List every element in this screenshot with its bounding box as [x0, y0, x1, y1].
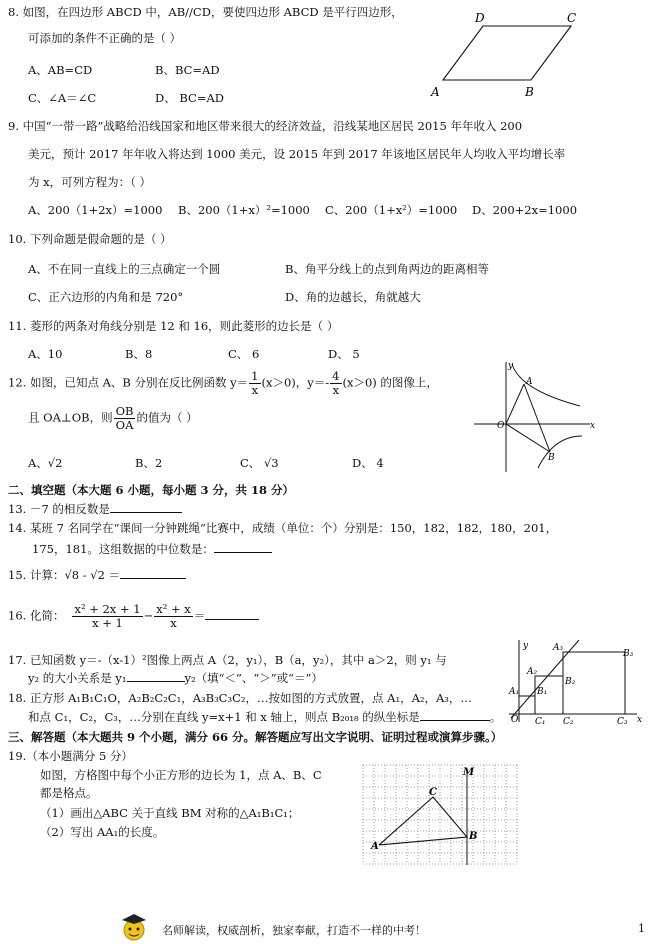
q9-line1: 9. 中国“一带一路”战略给沿线国家和地区带来很大的经济效益，沿线某地区居民 2015 年年收入 200	[8, 119, 523, 133]
q11-option-b: B、8	[125, 347, 153, 361]
q19-line2: 都是格点。	[40, 786, 98, 800]
q9-line3: 为 x，可列方程为：（ ）	[28, 175, 152, 189]
q10-option-c: C、正六边形的内角和是 720°	[28, 290, 184, 304]
q12-mid: (x＞0)，y＝-	[261, 375, 330, 390]
q14-line1: 14. 某班 7 名同学在“课间一分钟跳绳”比赛中，成绩（单位：个）分别是：150，182，182，180，201，	[8, 521, 558, 535]
q12-post: (x＞0) 的图像上，	[342, 375, 438, 390]
q19-label-b: B	[469, 831, 478, 842]
q12-option-a: A、√2	[28, 456, 63, 470]
q18-line1: 18. 正方形 A₁B₁C₁O，A₂B₂C₂C₁，A₃B₃C₃C₂，…按如图的方式放置，点 A₁，A₂，A₃，…	[8, 691, 472, 705]
q9-line2: 美元，预计 2017 年年收入将达到 1000 美元，设 2015 年到 2017 年该地区居民年人均收入平均增长率	[28, 147, 566, 161]
q18-squares-figure	[507, 638, 647, 727]
q8-label-a: A	[431, 85, 440, 99]
section2-heading: 二、填空题（本大题 6 小题，每小题 3 分，共 18 分）	[8, 483, 295, 497]
q18-label-b2: B₂	[565, 677, 576, 687]
q18-label-c2: C₂	[563, 717, 574, 727]
q15: 15. 计算：√8 - √2 ＝	[8, 567, 186, 583]
mascot-icon	[118, 912, 152, 942]
q10-option-b: B、角平分线上的点到角两边的距离相等	[285, 262, 489, 276]
q8-label-d: D	[475, 11, 485, 25]
q12-label-o: O	[497, 421, 505, 431]
q18-label-a2: A₂	[527, 667, 538, 677]
q18-label-c1: C₁	[535, 717, 546, 727]
q8-label-b: B	[525, 85, 534, 99]
q12-option-d: D、 4	[352, 456, 384, 470]
q11-stem: 11. 菱形的两条对角线分别是 12 和 16，则此菱形的边长是（ ）	[8, 319, 339, 333]
q14-line2: 175，181。这组数据的中位数是：	[32, 541, 272, 557]
q19-title: 19.（本小题满分 5 分）	[8, 749, 133, 763]
q12-label-b: B	[548, 453, 555, 463]
q12-axis-x: x	[590, 421, 596, 431]
q8-option-a: A、AB=CD	[28, 63, 93, 77]
q18-label-c3: C₃	[617, 717, 628, 727]
q12-fraction-2: $\frac{4}{x}$	[332, 369, 340, 397]
footer-slogan: 名师解读，权威剖析，独家奉献，打造不一样的中考！	[162, 924, 426, 937]
q19-label-c: C	[429, 787, 437, 798]
q19-label-a: A	[371, 841, 379, 852]
q10-stem: 10. 下列命题是假命题的是（ ）	[8, 232, 172, 246]
q18-label-a1: A₁	[509, 687, 520, 697]
q12-hyperbola-figure	[472, 360, 602, 475]
q12-fraction-ob-oa: $\frac{OB}{OA}$	[115, 404, 134, 432]
q17-line2: y₂ 的大小关系是 y₁ y₂（填“＜”、“＞”或“＝”）	[28, 671, 323, 685]
page-number: 1	[638, 922, 645, 935]
q9-option-d: D、200+2x=1000	[472, 203, 578, 217]
q18-label-b1: B₁	[537, 687, 548, 697]
q12-option-c: C、 √3	[240, 456, 279, 470]
q8-option-d: D、 BC=AD	[155, 91, 224, 105]
q19-line1: 如图，方格图中每个小正方形的边长为 1，点 A、B、C	[40, 768, 322, 782]
q12-option-b: B、2	[135, 456, 163, 470]
q18-axis-y: y	[523, 641, 529, 651]
q10-option-a: A、不在同一直线上的三点确定一个圆	[28, 262, 221, 276]
q16: 16. 化简： $\frac{\text{x² + 2x + 1}}{x + 1}$ − $\frac{\text{x² + x}}{x}$ ＝	[8, 603, 259, 630]
q12-stem-line2: 且 OA⊥OB，则 $\frac{OB}{OA}$ 的值为（ ）	[28, 404, 198, 432]
q9-option-b: B、200（1+x）²=1000	[178, 203, 310, 217]
q9-option-c: C、200（1+x²）=1000	[325, 203, 458, 217]
q17-line1: 17. 已知函数 y＝-（x-1）²图像上两点 A（2，y₁），B（a，y₂），其中 a＞2，则 y₁ 与	[8, 653, 447, 667]
q18-label-o: O	[511, 715, 519, 725]
q11-option-a: A、10	[28, 347, 63, 361]
q18-axis-x: x	[637, 715, 643, 725]
q18-label-a3: A₃	[553, 643, 564, 653]
q10-option-d: D、角的边越长，角就越大	[285, 290, 421, 304]
q18-label-b3: B₃	[623, 649, 634, 659]
q11-option-d: D、 5	[328, 347, 360, 361]
q12-fraction-1: $\frac{1}{x}$	[251, 369, 259, 397]
q19-label-m: M	[463, 767, 475, 778]
q8-stem: 8. 如图，在四边形 ABCD 中，AB//CD，要使四边形 ABCD 是平行四边形，	[8, 5, 403, 19]
q8-label-c: C	[567, 11, 577, 25]
q12-axis-y: y	[508, 361, 514, 371]
q19-part2: （2）写出 AA₁的长度。	[40, 825, 165, 839]
q8-option-c: C、∠A＝∠C	[28, 91, 97, 105]
q13: 13. －7 的相反数是	[8, 501, 182, 517]
q18-line2: 和点 C₁，C₂，C₃，…分别在直线 y=x+1 和 x 轴上，则点 B₂₀₁₈ 的纵坐标是 。	[28, 710, 502, 724]
q8-option-b: B、BC=AD	[155, 63, 220, 77]
q19-part1: （1）画出△ABC 关于直线 BM 对称的△A₁B₁C₁；	[40, 806, 300, 820]
q19-grid-figure	[363, 765, 521, 871]
q12-stem-line1	[8, 370, 438, 397]
q8-parallelogram-figure	[425, 8, 595, 100]
q11-option-c: C、 6	[228, 347, 260, 361]
q12-pre: 12. 如图，已知点 A、B 分别在反比例函数 y＝	[8, 375, 249, 390]
q9-option-a: A、200（1+2x）=1000	[28, 203, 163, 217]
q12-label-a: A	[526, 377, 533, 387]
q8-stem2: 可添加的条件不正确的是（ ）	[28, 31, 182, 45]
section3-heading: 三、解答题（本大题共 9 个小题，满分 66 分。解答题应写出文字说明、证明过程或演算步骤。）	[8, 730, 503, 744]
footer	[0, 912, 650, 944]
